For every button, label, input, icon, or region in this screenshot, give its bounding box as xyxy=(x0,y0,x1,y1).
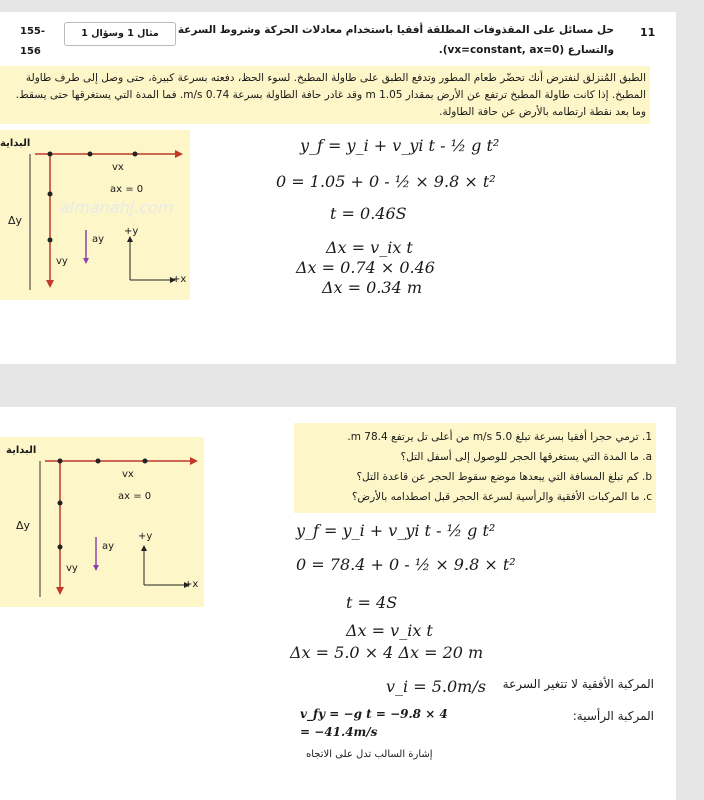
header-title: حل مسائل على المقذوفات المطلقة أفقيا باستخدام معادلات الحركة وشروط السرعة xyxy=(177,24,614,36)
problem-number: 11 xyxy=(640,26,656,39)
sign-note: إشارة السالب تدل على الاتجاه xyxy=(306,749,433,760)
plus-x-label: +x xyxy=(172,274,187,285)
question-text: 1. ترمي حجرا أفقيا بسرعة تبلغ 5.0 m/s من أعلى تل يرتفع 78.4 m. xyxy=(347,431,652,443)
path-dot xyxy=(58,501,63,506)
horizontal-velocity-eq: v_i = 5.0m/s xyxy=(386,677,486,696)
page-range-top: 155- xyxy=(20,26,46,37)
vertical-velocity-eq1: v_fy = −g t = −9.8 × 4 xyxy=(300,707,448,721)
page-range-bottom: 156 xyxy=(20,46,41,57)
vertical-arrowhead xyxy=(46,280,54,288)
equation-3: t = 0.46S xyxy=(330,204,407,223)
equation-6: Δx = 0.34 m xyxy=(322,278,423,297)
path-dot xyxy=(48,238,53,243)
ay-label: ay xyxy=(102,541,115,552)
plus-y-label: +y xyxy=(138,531,153,542)
equation-3: t = 4S xyxy=(346,593,398,612)
vertical-arrowhead xyxy=(56,587,64,595)
start-label: البداية xyxy=(6,445,37,456)
ax-label: ax = 0 xyxy=(118,491,152,502)
equation-1: y_f = y_i + v_yi t - ½ g t² xyxy=(296,521,496,540)
problem-statement: الطبق المُنزلق لنفترض أنك تحضّر طعام المطور وتدفع الطبق على طاولة المطبخ. لسوء الحظ، دفعته بسرعة كبيرة، حتى وصل إلى طرف طاولة المطبخ. إذا كانت طاولة المطبخ ترتفع عن الأرض بمقدار 1.05 m وقد غادر حافة الطاولة بسرعة 0.74 m/s. فما المدة التي يستغرقها حتى يسقط. وما بعد نقطة ارتطامه بالأرض عن حافة الطاولة. xyxy=(0,66,650,124)
vertical-velocity-eq2: = −41.4m/s xyxy=(300,725,378,739)
horizontal-arrowhead xyxy=(190,457,198,465)
equation-5: Δx = 5.0 × 4 Δx = 20 m xyxy=(290,643,484,662)
header-title-line2: والتسارع (vx=constant, ax=0). xyxy=(438,44,614,56)
watermark: almanahj.com xyxy=(60,198,174,217)
path-dot xyxy=(88,152,93,157)
vy-label: vy xyxy=(66,563,78,574)
y-axis-arrowhead xyxy=(141,545,147,551)
equation-2: 0 = 78.4 + 0 - ½ × 9.8 × t² xyxy=(296,555,516,574)
horizontal-arrowhead xyxy=(175,150,183,158)
horizontal-component-label: المركبة الأفقية لا تتغير السرعة xyxy=(502,677,654,691)
equation-4: Δx = v_ix t xyxy=(326,238,413,257)
ax-label: ax = 0 xyxy=(110,184,144,195)
example-tag: مثال 1 وسؤال 1 xyxy=(64,22,176,46)
path-dot xyxy=(58,545,63,550)
question-part-c: c. ما المركبات الأفقية والرأسية لسرعة الحجر قبل اصطدامه بالأرض؟ xyxy=(351,491,652,503)
vertical-component-label: المركبة الرأسية: xyxy=(572,709,654,723)
path-dot xyxy=(143,459,148,464)
path-dot xyxy=(48,152,53,157)
vx-label: vx xyxy=(112,162,124,173)
start-label: البداية xyxy=(0,138,31,149)
question-part-a: a. ما المدة التي يستغرقها الحجر للوصول إلى أسفل التل؟ xyxy=(400,451,652,463)
dy-label: Δy xyxy=(8,214,23,227)
equation-2: 0 = 1.05 + 0 - ½ × 9.8 × t² xyxy=(276,172,496,191)
equation-4: Δx = v_ix t xyxy=(346,621,433,640)
equation-1: y_f = y_i + v_yi t - ½ g t² xyxy=(300,136,500,155)
vx-label: vx xyxy=(122,469,134,480)
path-dot xyxy=(48,192,53,197)
ay-arrowhead xyxy=(83,258,89,264)
path-dot xyxy=(96,459,101,464)
trajectory-diagram-svg-2 xyxy=(0,437,204,607)
path-dot xyxy=(58,459,63,464)
projectile-diagram-2 xyxy=(0,437,204,607)
plus-x-label: +x xyxy=(184,579,199,590)
ay-arrowhead xyxy=(93,565,99,571)
question-box xyxy=(294,423,656,513)
equation-5: Δx = 0.74 × 0.46 xyxy=(296,258,435,277)
ay-label: ay xyxy=(92,234,105,245)
solution-card-2 xyxy=(0,407,676,800)
dy-label: Δy xyxy=(16,519,31,532)
vy-label: vy xyxy=(56,256,68,267)
question-part-b: b. كم تبلغ المسافة التي يبعدها موضع سقوط الحجر عن قاعدة التل؟ xyxy=(356,471,652,483)
solution-card-1 xyxy=(0,12,676,364)
plus-y-label: +y xyxy=(124,226,139,237)
path-dot xyxy=(133,152,138,157)
